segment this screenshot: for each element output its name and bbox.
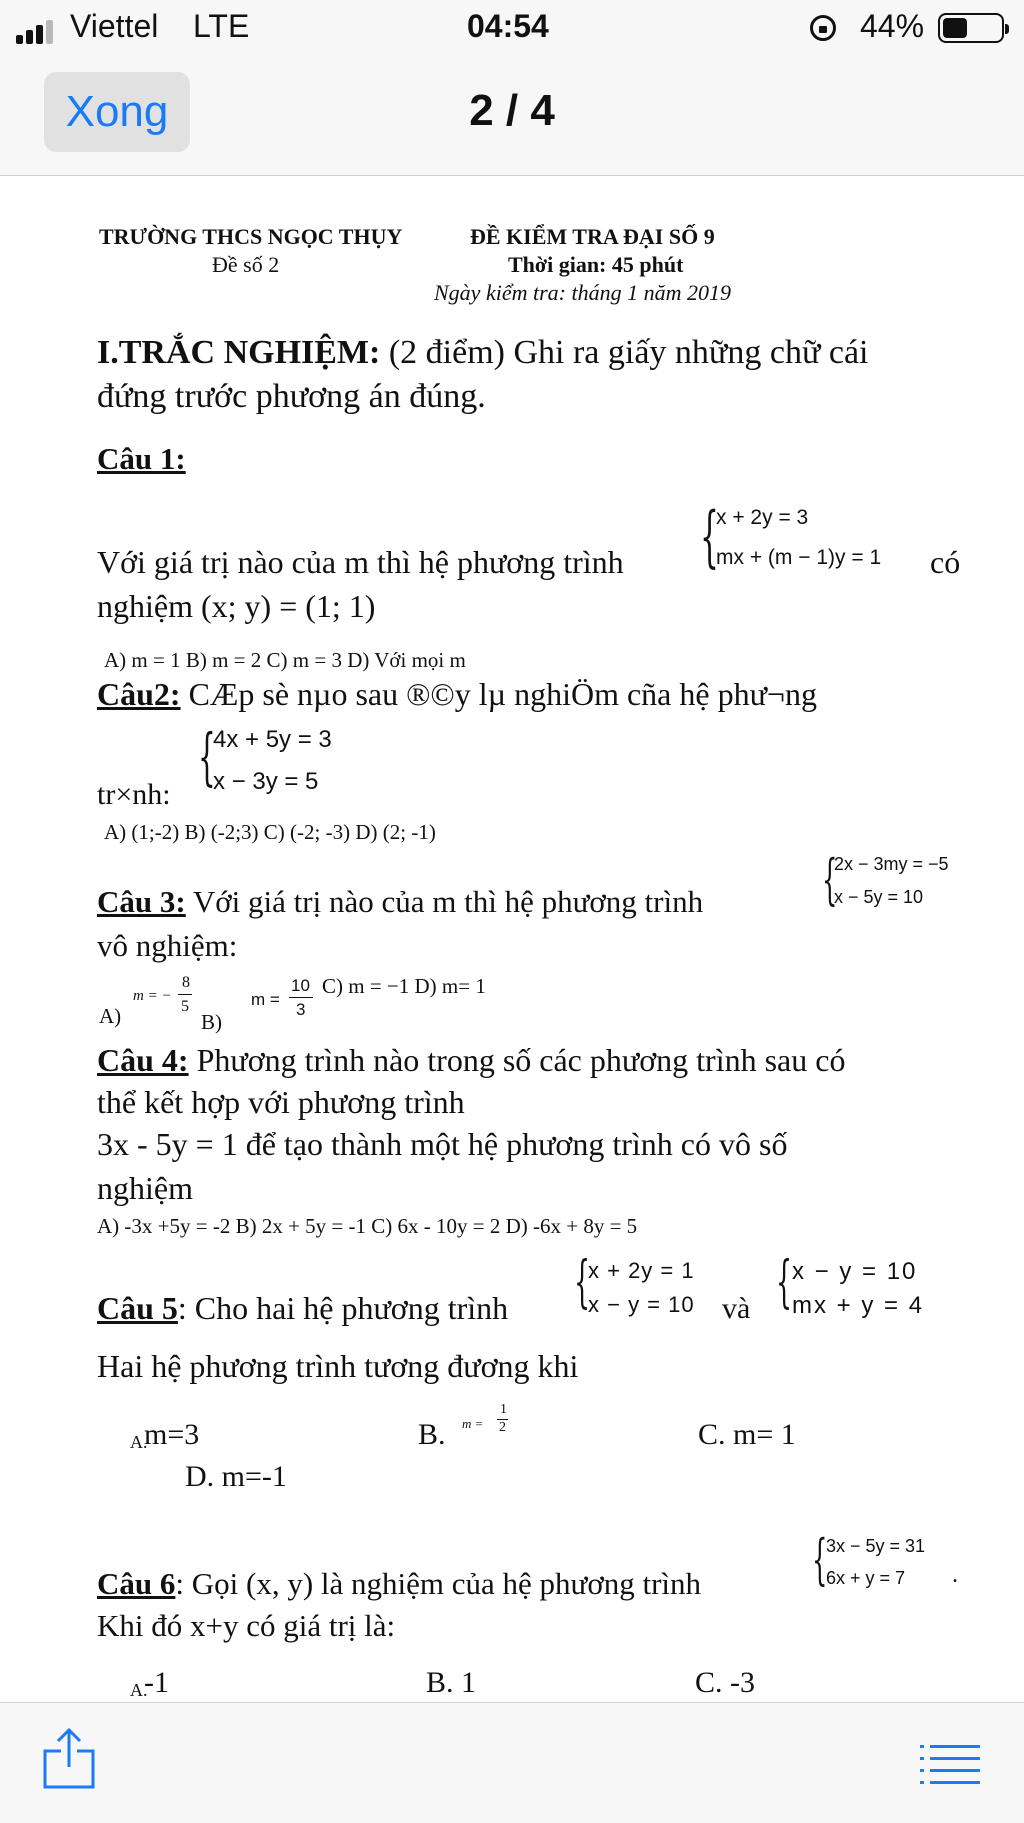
q4-heading: Câu 4: bbox=[97, 1042, 189, 1078]
page-indicator: 2 / 4 bbox=[469, 86, 555, 135]
q6-opt-b: B. 1 bbox=[426, 1666, 477, 1699]
q4-line2: thể kết hợp với phương trình bbox=[97, 1084, 465, 1120]
q5-opt-b-lhs: m = bbox=[462, 1416, 484, 1431]
q5-sys1-brace: { bbox=[574, 1250, 591, 1315]
battery-icon bbox=[938, 13, 1004, 43]
q3-opt-b-fraction-bar bbox=[289, 997, 313, 998]
exam-duration: Thời gian: 45 phút bbox=[508, 252, 684, 277]
q4-options: A) -3x +5y = -2 B) 2x + 5y = -1 C) 6x - 10y = 2 D) -6x + 8y = 5 bbox=[97, 1214, 638, 1238]
q3-text: Với giá trị nào của m thì hệ phương trình bbox=[185, 884, 704, 919]
exam-title: ĐỀ KIỂM TRA ĐẠI SỐ 9 bbox=[470, 224, 715, 249]
q5-opt-b-label: B. bbox=[418, 1418, 446, 1451]
q2-eq1: 4x + 5y = 3 bbox=[213, 726, 332, 753]
q6-opt-a-value: -1 bbox=[144, 1666, 169, 1699]
q4-line4: nghiệm bbox=[97, 1170, 193, 1206]
status-bar bbox=[0, 0, 1024, 58]
q3-opt-cd: C) m = −1 D) m= 1 bbox=[322, 974, 486, 998]
battery-percent: 44% bbox=[860, 8, 925, 44]
q6-eq2: 6x + y = 7 bbox=[826, 1568, 906, 1588]
clock: 04:54 bbox=[467, 8, 549, 44]
q5-opt-c: C. m= 1 bbox=[698, 1418, 796, 1451]
q3-eq1: 2x − 3my = −5 bbox=[834, 854, 949, 874]
q5-heading: Câu 5 bbox=[97, 1290, 178, 1326]
section-instruction-2: đứng trước phương án đúng. bbox=[97, 378, 486, 415]
q5-sys1-eq1: x + 2y = 1 bbox=[588, 1258, 695, 1283]
q6-line1 bbox=[97, 1566, 701, 1602]
q2-line1 bbox=[97, 676, 817, 713]
q3-opt-b-den: 3 bbox=[296, 1000, 306, 1019]
school-name: TRƯỜNG THCS NGỌC THỤY bbox=[99, 224, 403, 249]
q2-text: CÆp sè nµo sau ®©y lµ nghiÖm cña hệ phư¬ng bbox=[180, 676, 817, 712]
q1-brace: { bbox=[700, 498, 719, 575]
q5-line2: Hai hệ phương trình tương đương khi bbox=[97, 1348, 579, 1384]
q3-opt-b-label: B) bbox=[201, 1010, 222, 1034]
q1-heading: Câu 1: bbox=[97, 441, 186, 476]
exam-date: Ngày kiểm tra: tháng 1 năm 2019 bbox=[434, 280, 731, 305]
q3-opt-b-num: 10 bbox=[291, 976, 310, 995]
q3-line2: vô nghiệm: bbox=[97, 928, 238, 963]
q1-text: Với giá trị nào của m thì hệ phương trình bbox=[97, 544, 624, 580]
orientation-lock-icon bbox=[810, 15, 836, 41]
q1-suffix: có bbox=[930, 544, 961, 580]
q6-line2: Khi đó x+y có giá trị là: bbox=[97, 1608, 396, 1643]
q6-dot: . bbox=[952, 1562, 958, 1588]
q6-eq1: 3x − 5y = 31 bbox=[826, 1536, 926, 1556]
q2-heading: Câu2: bbox=[97, 676, 181, 712]
q5-opt-b-num: 1 bbox=[500, 1402, 507, 1417]
q5-sys2-eq1: x − y = 10 bbox=[792, 1258, 918, 1285]
q2-brace: { bbox=[198, 720, 216, 793]
q2-prefix: tr×nh: bbox=[97, 778, 171, 811]
q3-line1 bbox=[97, 884, 703, 920]
share-icon[interactable] bbox=[42, 1727, 96, 1789]
nav-bar bbox=[0, 58, 1024, 176]
q4-line1 bbox=[97, 1042, 845, 1079]
signal-icon bbox=[16, 20, 60, 44]
exam-number: Đề số 2 bbox=[212, 252, 280, 277]
q5-conj: và bbox=[722, 1292, 751, 1325]
q1-eq2: mx + (m − 1)y = 1 bbox=[716, 546, 882, 569]
q3-eq2: x − 5y = 10 bbox=[834, 887, 924, 907]
network-type: LTE bbox=[193, 8, 250, 44]
q2-eq2: x − 3y = 5 bbox=[213, 768, 319, 795]
done-button[interactable]: Xong bbox=[44, 72, 190, 152]
q3-opt-a-lhs: m = − bbox=[133, 988, 172, 1004]
q4-line3: 3x - 5y = 1 để tạo thành một hệ phương trình có vô số bbox=[97, 1126, 788, 1162]
q6-heading: Câu 6 bbox=[97, 1566, 176, 1601]
q5-opt-d: D. m=-1 bbox=[185, 1460, 287, 1493]
q1-eq1: x + 2y = 3 bbox=[716, 506, 809, 529]
q4-text: Phương trình nào trong số các phương trình sau có bbox=[188, 1042, 846, 1078]
section-instruction: (2 điểm) Ghi ra giấy những chữ cái bbox=[380, 334, 869, 371]
q6-opt-a-label: A. bbox=[130, 1680, 148, 1700]
section-heading bbox=[97, 334, 869, 372]
q5-line1 bbox=[97, 1290, 508, 1327]
section-title: I.TRẮC NGHIỆM: bbox=[97, 334, 381, 371]
q5-opt-a-value: m=3 bbox=[144, 1418, 200, 1451]
q5-opt-b-den: 2 bbox=[499, 1420, 506, 1435]
carrier-name: Viettel bbox=[70, 8, 159, 44]
q6-text: : Gọi (x, y) là nghiệm của hệ phương trình bbox=[175, 1566, 702, 1601]
q1-line2: nghiệm (x; y) = (1; 1) bbox=[97, 588, 376, 624]
q5-opt-a-label: A. bbox=[130, 1432, 148, 1452]
q3-opt-a-den: 5 bbox=[181, 998, 189, 1015]
q3-brace: { bbox=[822, 848, 838, 911]
q5-sys1-eq2: x − y = 10 bbox=[588, 1292, 695, 1317]
q5-text: : Cho hai hệ phương trình bbox=[177, 1290, 509, 1326]
q6-opt-c: C. -3 bbox=[695, 1666, 755, 1699]
document-page[interactable] bbox=[0, 176, 1024, 1700]
q3-opt-a-fraction-bar bbox=[178, 994, 192, 995]
list-icon[interactable] bbox=[920, 1743, 980, 1785]
q6-brace: { bbox=[812, 1528, 828, 1591]
bottom-toolbar bbox=[0, 1702, 1024, 1823]
q5-sys2-brace: { bbox=[776, 1250, 793, 1315]
q3-opt-a-num: 8 bbox=[182, 974, 190, 991]
q3-opt-a-label: A) bbox=[99, 1004, 122, 1028]
q1-options: A) m = 1 B) m = 2 C) m = 3 D) Với mọi m bbox=[104, 648, 466, 672]
q2-options: A) (1;-2) B) (-2;3) C) (-2; -3) D) (2; -1) bbox=[104, 820, 436, 844]
q5-sys2-eq2: mx + y = 4 bbox=[792, 1292, 925, 1319]
q3-opt-b-lhs: m = bbox=[251, 990, 280, 1009]
q3-heading: Câu 3: bbox=[97, 884, 186, 919]
